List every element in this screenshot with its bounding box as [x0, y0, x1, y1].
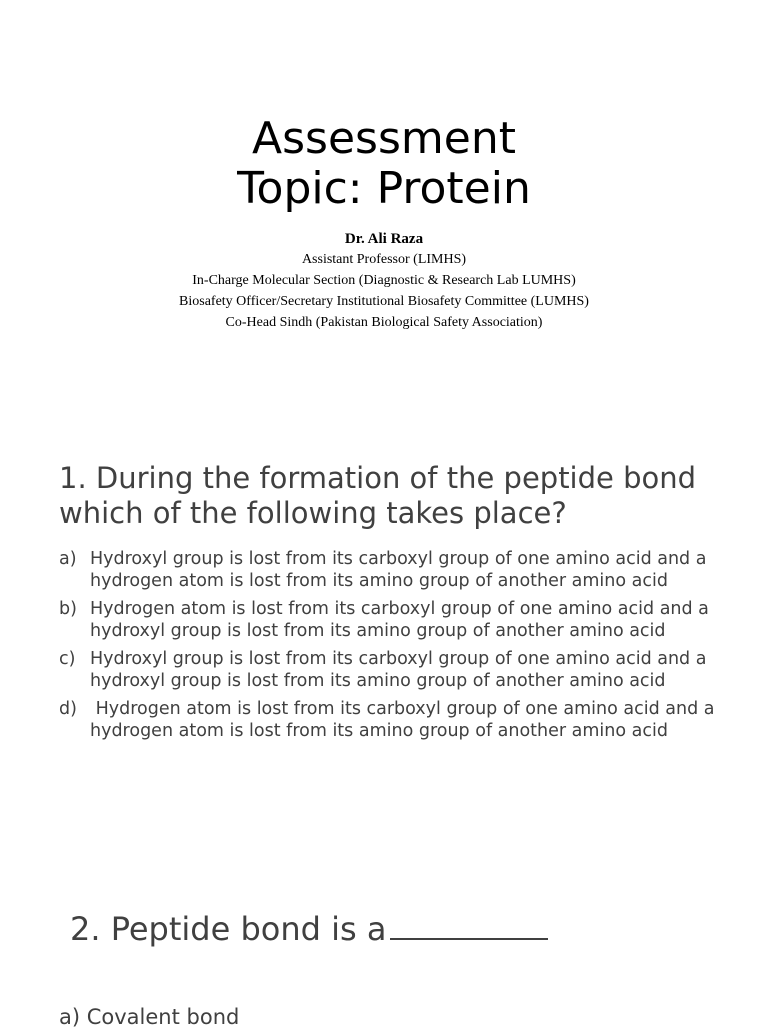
question-1: 1. During the formation of the peptide bond which of the following takes place? — [59, 461, 697, 530]
author-affiliation: Biosafety Officer/Secretary Institutional Biosafety Committee (LUMHS) — [179, 294, 589, 309]
answer-blank — [390, 908, 548, 940]
option-letter: c) — [59, 649, 76, 669]
author-name: Dr. Ali Raza — [344, 231, 424, 247]
option-letter: b) — [59, 599, 77, 619]
option-text: Hydrogen atom is lost from its carboxyl group of one amino acid and a hydroxyl group is lost from its amino group of another amino acid — [90, 599, 709, 641]
author-affiliation: In-Charge Molecular Section (Diagnostic & Research Lab LUMHS) — [192, 273, 576, 288]
question-1-options — [59, 549, 739, 749]
author-affiliation: Assistant Professor (LIMHS) — [301, 252, 467, 267]
option-text: Hydroxyl group is lost from its carboxyl group of one amino acid and a hydroxyl group is lost from its amino group of another amino acid — [90, 649, 707, 691]
option-letter: d) — [59, 699, 77, 719]
option-d — [59, 699, 739, 742]
option-a — [59, 549, 739, 592]
question-2-option-a: a) Covalent bond — [59, 1005, 240, 1029]
option-text: Hydrogen atom is lost from its carboxyl group of one amino acid and a hydrogen atom is lost from its amino group of another amino acid — [90, 699, 721, 741]
option-c — [59, 649, 739, 692]
question-2 — [70, 908, 548, 949]
option-b — [59, 599, 739, 642]
slide-title — [0, 114, 768, 214]
question-2-text: 2. Peptide bond is a — [70, 910, 387, 948]
option-text: Hydroxyl group is lost from its carboxyl group of one amino acid and a hydrogen atom is lost from its amino group of another amino acid — [90, 549, 707, 591]
title-line-2: Topic: Protein — [237, 163, 531, 214]
title-line-1: Assessment — [252, 113, 516, 164]
author-affiliation: Co-Head Sindh (Pakistan Biological Safety Association) — [225, 315, 543, 330]
option-letter: a) — [59, 549, 77, 569]
author-block — [0, 229, 768, 333]
